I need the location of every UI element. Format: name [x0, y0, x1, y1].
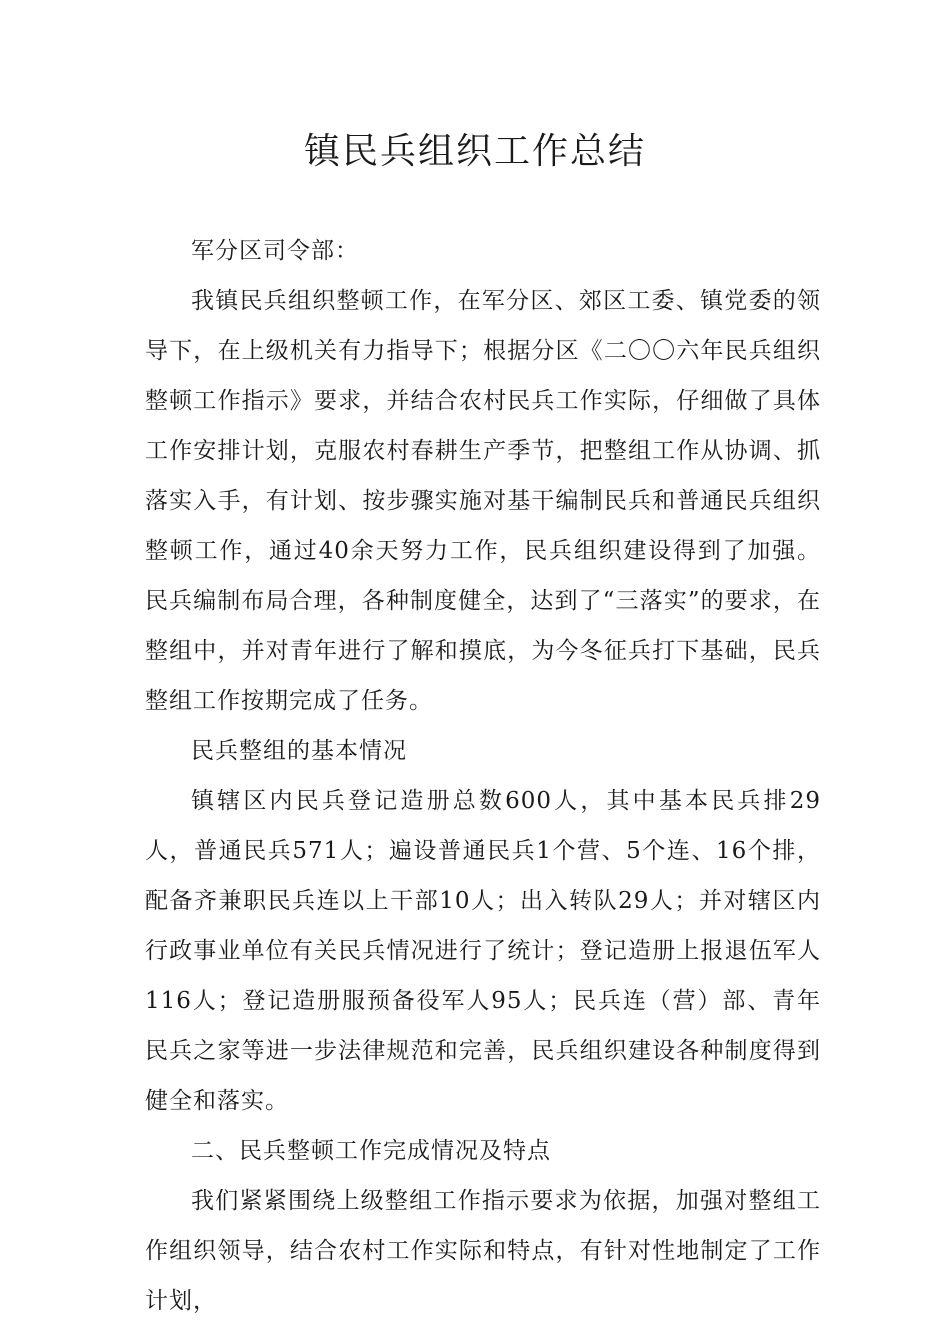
completion-paragraph: 我们紧紧围绕上级整组工作指示要求为依据，加强对整组工作组织领导，结合农村工作实际和特点，有针对性地制定了工作计划，: [145, 1188, 821, 1314]
salutation-paragraph: 军分区司令部：: [191, 238, 359, 264]
section-heading-basic-situation: 民兵整组的基本情况: [191, 738, 407, 764]
document-body: [145, 226, 821, 1326]
document-title: 镇民兵组织工作总结: [303, 131, 646, 172]
section-heading-completion: 二、民兵整顿工作完成情况及特点: [191, 1138, 551, 1164]
basic-situation-paragraph: 镇辖区内民兵登记造册总数600人，其中基本民兵排29人，普通民兵571人；遍设普通民兵1个营、5个连、16个排，配备齐兼职民兵连以上干部10人；出入转队29人；并对辖区内行政事业单位有关民兵情况进行了统计；登记造册上报退伍军人116人；登记造册服预备役军人95人；民兵连（营）部、青年民兵之家等进一步法律规范和完善，民兵组织建设各种制度得到健全和落实。: [145, 788, 821, 1114]
intro-paragraph: 我镇民兵组织整顿工作，在军分区、郊区工委、镇党委的领导下，在上级机关有力指导下；根据分区《二〇〇六年民兵组织整顿工作指示》要求，并结合农村民兵工作实际，仔细做了具体工作安排计划，克服农村春耕生产季节，把整组工作从协调、抓落实入手，有计划、按步骤实施对基干编制民兵和普通民兵组织整顿工作，通过40余天努力工作，民兵组织建设得到了加强。民兵编制布局合理，各种制度健全，达到了“三落实”的要求，在整组中，并对青年进行了解和摸底，为今冬征兵打下基础，民兵整组工作按期完成了任务。: [145, 288, 821, 714]
